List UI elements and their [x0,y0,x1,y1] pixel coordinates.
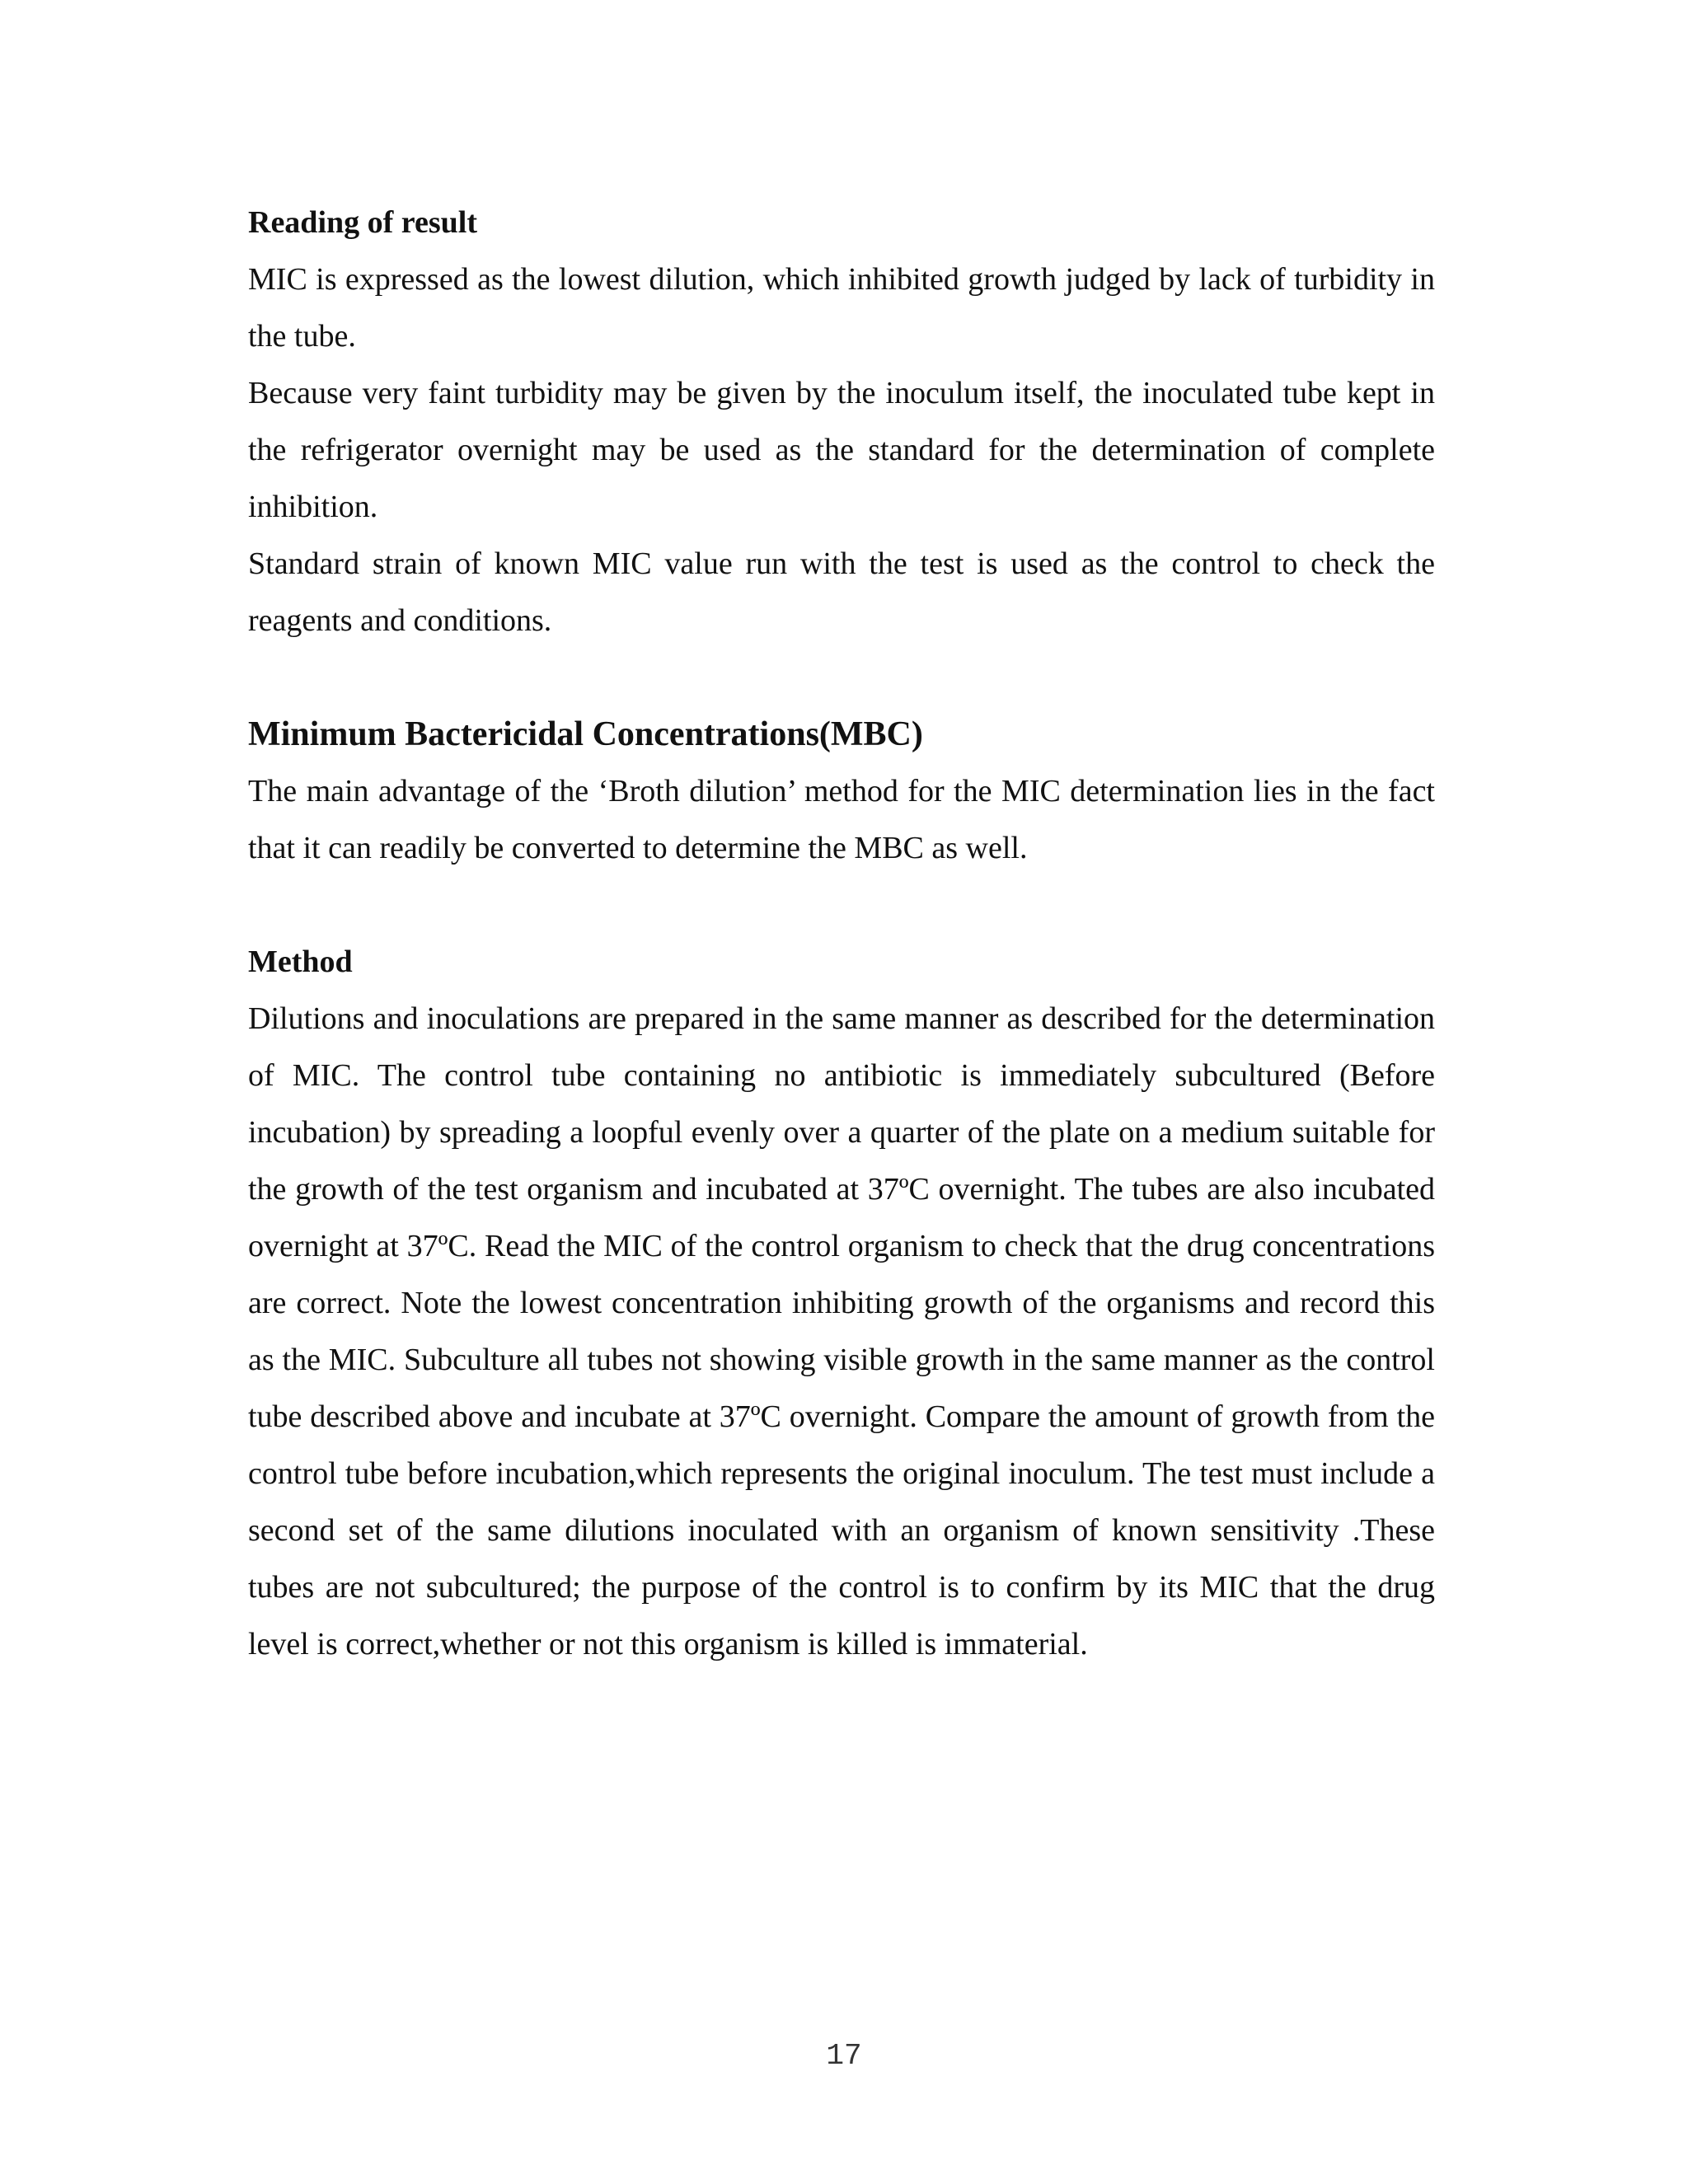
paragraph-standard-strain: Standard strain of known MIC value run with the test is used as the control to check the reagents and conditions. [248,546,1435,638]
section-spacer [248,649,1435,706]
section-heading-reading-of-result: Reading of result [248,205,477,240]
paragraph-method-body: Dilutions and inoculations are prepared in the same manner as described for the determination of MIC. The control tube containing no antibiotic is immediately subcultured (Before incubation) by spreading a loopful evenly over a quarter of the plate on a medium suitable for the growth of the test organism and incubated at 37ºC overnight. The tubes are also incubated overnight at 37ºC. Read the MIC of the control organism to check that the drug concentrations are correct. Note the lowest concentration inhibiting growth of the organisms and record this as the MIC. Subculture all tubes not showing visible growth in the same manner as the control tube described above and incubate at 37ºC overnight. Compare the amount of growth from the control tube before incubation,which represents the original inoculum. The test must include a second set of the same dilutions inoculated with an organism of known sensitivity .These tubes are not subcultured; the purpose of the control is to confirm by its MIC that the drug level is correct,whether or not this organism is killed is immaterial. [248,1001,1435,1661]
paragraph-broth-dilution-advantage: The main advantage of the ‘Broth dilution’ method for the MIC determination lies in the fact that it can readily be converted to determine the MBC as well. [248,774,1435,865]
paragraph-faint-turbidity: Because very faint turbidity may be given by the inoculum itself, the inoculated tube kept in the refrigerator overnight may be used as the standard for the determination of complete inhibition. [248,376,1435,524]
section-heading-method: Method [248,944,353,979]
section-heading-mbc: Minimum Bactericidal Concentrations(MBC) [248,715,923,753]
page-number: 17 [826,2039,862,2073]
section-spacer [248,877,1435,934]
paragraph-mic-expression: MIC is expressed as the lowest dilution, which inhibited growth judged by lack of turbidity in the tube. [248,262,1435,354]
page-content [248,194,1435,1673]
